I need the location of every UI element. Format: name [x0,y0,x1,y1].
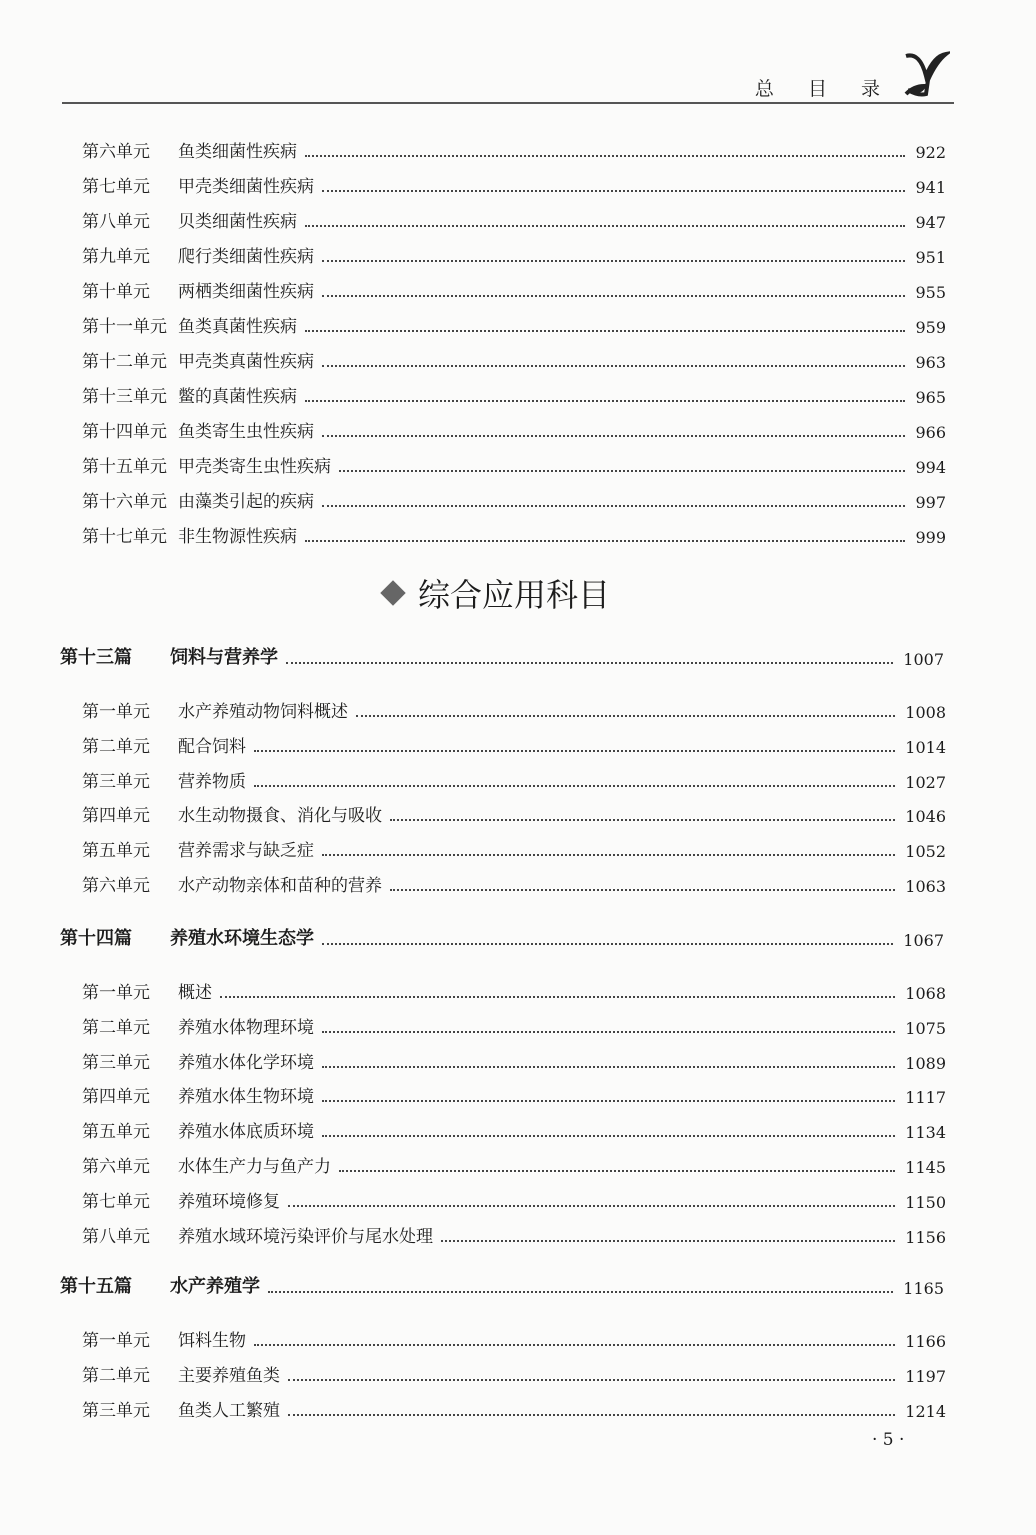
toc-unit-entry[interactable] [82,802,946,826]
toc-unit-entry[interactable] [82,1362,946,1386]
entry-number: 第七单元 [82,1191,150,1212]
dot-leader [254,750,895,752]
entry-number: 第六单元 [82,876,150,896]
entry-page: 965 [915,388,946,407]
entry-number: 第十五篇 [60,1276,132,1297]
dot-leader [305,155,905,157]
entry-page: 1067 [903,931,944,950]
entry-title: 两栖类细菌性疾病 [178,282,314,302]
entry-number: 第一单元 [82,1331,150,1351]
entry-page: 994 [915,458,946,477]
entry-title: 养殖环境修复 [178,1191,280,1212]
toc-unit-entry[interactable] [82,418,946,442]
dot-leader [305,330,905,332]
toc-unit-entry[interactable] [82,138,946,162]
entry-page: 1068 [905,984,946,1003]
toc-unit-entry[interactable] [82,837,946,861]
entry-title: 养殖水体物理环境 [178,1017,314,1038]
toc-unit-entry[interactable] [82,1049,946,1073]
toc-unit-entry[interactable] [82,313,946,337]
entry-number: 第十二单元 [82,352,167,372]
toc-unit-entry[interactable] [82,1153,946,1177]
entry-page: 947 [915,213,946,232]
entry-title: 水体生产力与鱼产力 [178,1157,331,1177]
dot-leader [254,785,895,787]
entry-number: 第八单元 [82,212,150,232]
entry-number: 第十七单元 [82,527,167,547]
dot-leader [322,1100,895,1102]
toc-unit-entry[interactable] [82,453,946,477]
entry-title: 养殖水体化学环境 [178,1052,314,1073]
entry-title: 饲料与营养学 [170,647,278,668]
entry-title: 养殖水环境生态学 [170,928,314,949]
entry-title: 由藻类引起的疾病 [178,492,314,512]
entry-title: 主要养殖鱼类 [178,1365,280,1386]
dot-leader [322,1031,895,1033]
entry-page: 1145 [905,1158,946,1177]
entry-title: 养殖水体底质环境 [178,1122,314,1143]
entry-page: 959 [915,318,946,337]
dot-leader [305,225,905,227]
entry-page: 1150 [905,1192,946,1212]
entry-title: 养殖水体生物环境 [178,1087,314,1108]
diamond-icon [380,580,405,605]
entry-page: 966 [915,423,946,442]
entry-title: 概述 [178,983,212,1003]
dot-leader [390,889,895,891]
entry-title: 配合饲料 [178,736,246,757]
header-rule [62,102,954,104]
toc-unit-entry[interactable] [82,698,946,722]
dot-leader [356,715,895,717]
entry-number: 第十四篇 [60,928,132,949]
entry-page: 955 [915,283,946,302]
entry-title: 鱼类真菌性疾病 [178,317,297,337]
entry-number: 第十四单元 [82,422,167,442]
toc-unit-entry[interactable] [82,278,946,302]
dot-leader [305,540,905,542]
entry-page: 951 [915,248,946,267]
dot-leader [268,1291,893,1293]
entry-page: 1134 [905,1123,946,1143]
toc-unit-entry[interactable] [82,1118,946,1142]
dot-leader [322,190,905,192]
dot-leader [220,996,895,998]
toc-unit-entry[interactable] [82,208,946,232]
entry-page: 1117 [905,1088,946,1108]
toc-unit-entry[interactable] [82,243,946,267]
entry-title: 鱼类细菌性疾病 [178,142,297,162]
entry-page: 1063 [905,877,946,896]
entry-number: 第一单元 [82,983,150,1003]
dot-leader [322,295,905,297]
entry-page: 1214 [905,1401,946,1421]
toc-unit-entry[interactable] [82,1083,946,1107]
toc-chapter-entry[interactable] [60,645,944,669]
entry-number: 第五单元 [82,1122,150,1143]
entry-page: 1052 [905,842,946,862]
toc-unit-entry[interactable] [82,383,946,407]
toc-unit-entry[interactable] [82,1397,946,1421]
entry-page: 1165 [903,1279,944,1298]
running-header: 总 目 录 [754,78,894,100]
entry-title: 水产养殖学 [170,1276,260,1297]
entry-number: 第六单元 [82,142,150,162]
dot-leader [254,1344,895,1346]
entry-page: 1089 [905,1053,946,1073]
entry-title: 爬行类细菌性疾病 [178,247,314,267]
entry-page: 1166 [905,1332,946,1351]
entry-number: 第三单元 [82,771,150,792]
entry-number: 第二单元 [82,736,150,757]
entry-number: 第十三篇 [60,647,132,668]
entry-page: 941 [915,178,946,197]
entry-page: 1027 [905,772,946,792]
entry-number: 第三单元 [82,1400,150,1421]
entry-title: 养殖水域环境污染评价与尾水处理 [178,1226,433,1247]
entry-number: 第六单元 [82,1157,150,1177]
entry-number: 第八单元 [82,1226,150,1247]
dot-leader [288,1379,895,1381]
dot-leader [441,1240,895,1242]
entry-number: 第十一单元 [82,317,167,337]
entry-title: 贝类细菌性疾病 [178,212,297,232]
entry-title: 鱼类人工繁殖 [178,1400,280,1421]
entry-title: 非生物源性疾病 [178,527,297,547]
dot-leader [322,1066,895,1068]
logo-icon [900,50,950,102]
dot-leader [288,1414,895,1416]
toc-chapter-entry[interactable] [60,1274,944,1298]
dot-leader [322,505,905,507]
dot-leader [322,435,905,437]
toc-unit-entry[interactable] [82,872,946,896]
entry-number: 第三单元 [82,1052,150,1073]
entry-number: 第十六单元 [82,492,167,512]
entry-number: 第九单元 [82,247,150,267]
toc-unit-entry[interactable] [82,1223,946,1247]
toc-unit-entry[interactable] [82,488,946,512]
toc-unit-entry[interactable] [82,1327,946,1351]
entry-title: 饵料生物 [178,1331,246,1351]
entry-title: 水产养殖动物饲料概述 [178,702,348,722]
page-number: · 5 · [872,1430,905,1450]
toc-unit-entry[interactable] [82,348,946,372]
dot-leader [390,819,895,821]
entry-title: 鱼类寄生虫性疾病 [178,422,314,442]
entry-page: 997 [915,493,946,512]
entry-number: 第一单元 [82,702,150,722]
entry-title: 水生动物摄食、消化与吸收 [178,806,382,827]
entry-number: 第十五单元 [82,457,167,477]
entry-title: 鳖的真菌性疾病 [178,387,297,407]
entry-title: 甲壳类细菌性疾病 [178,177,314,197]
entry-number: 第二单元 [82,1017,150,1038]
toc-unit-entry[interactable] [82,1188,946,1212]
entry-page: 1046 [905,807,946,827]
toc-unit-entry[interactable] [82,733,946,757]
dot-leader [286,662,893,664]
entry-page: 1008 [905,703,946,722]
dot-leader [339,1170,895,1172]
dot-leader [305,400,905,402]
entry-number: 第二单元 [82,1365,150,1386]
toc-unit-entry[interactable] [82,768,946,792]
toc-unit-entry[interactable] [82,173,946,197]
entry-number: 第四单元 [82,806,150,827]
entry-page: 1197 [905,1366,946,1386]
entry-page: 999 [915,528,946,547]
entry-number: 第四单元 [82,1087,150,1108]
dot-leader [339,470,905,472]
entry-title: 甲壳类真菌性疾病 [178,352,314,372]
dot-leader [288,1205,895,1207]
entry-page: 963 [915,353,946,372]
entry-page: 1075 [905,1018,946,1038]
entry-number: 第十三单元 [82,387,167,407]
entry-title: 甲壳类寄生虫性疾病 [178,457,331,477]
section-heading [384,570,610,616]
toc-unit-entry[interactable] [82,523,946,547]
entry-title: 营养物质 [178,771,246,792]
entry-page: 1014 [905,737,946,757]
entry-number: 第五单元 [82,841,150,862]
dot-leader [322,260,905,262]
entry-number: 第七单元 [82,177,150,197]
dot-leader [322,943,893,945]
dot-leader [322,365,905,367]
entry-title: 营养需求与缺乏症 [178,841,314,862]
dot-leader [322,854,895,856]
entry-number: 第十单元 [82,282,150,302]
entry-page: 1156 [905,1227,946,1247]
entry-title: 水产动物亲体和苗种的营养 [178,876,382,896]
toc-unit-entry[interactable] [82,979,946,1003]
entry-page: 1007 [903,650,944,669]
toc-unit-entry[interactable] [82,1014,946,1038]
dot-leader [322,1135,895,1137]
section-heading-text: 综合应用科目 [418,576,611,614]
toc-chapter-entry[interactable] [60,926,944,950]
entry-page: 922 [915,143,946,162]
